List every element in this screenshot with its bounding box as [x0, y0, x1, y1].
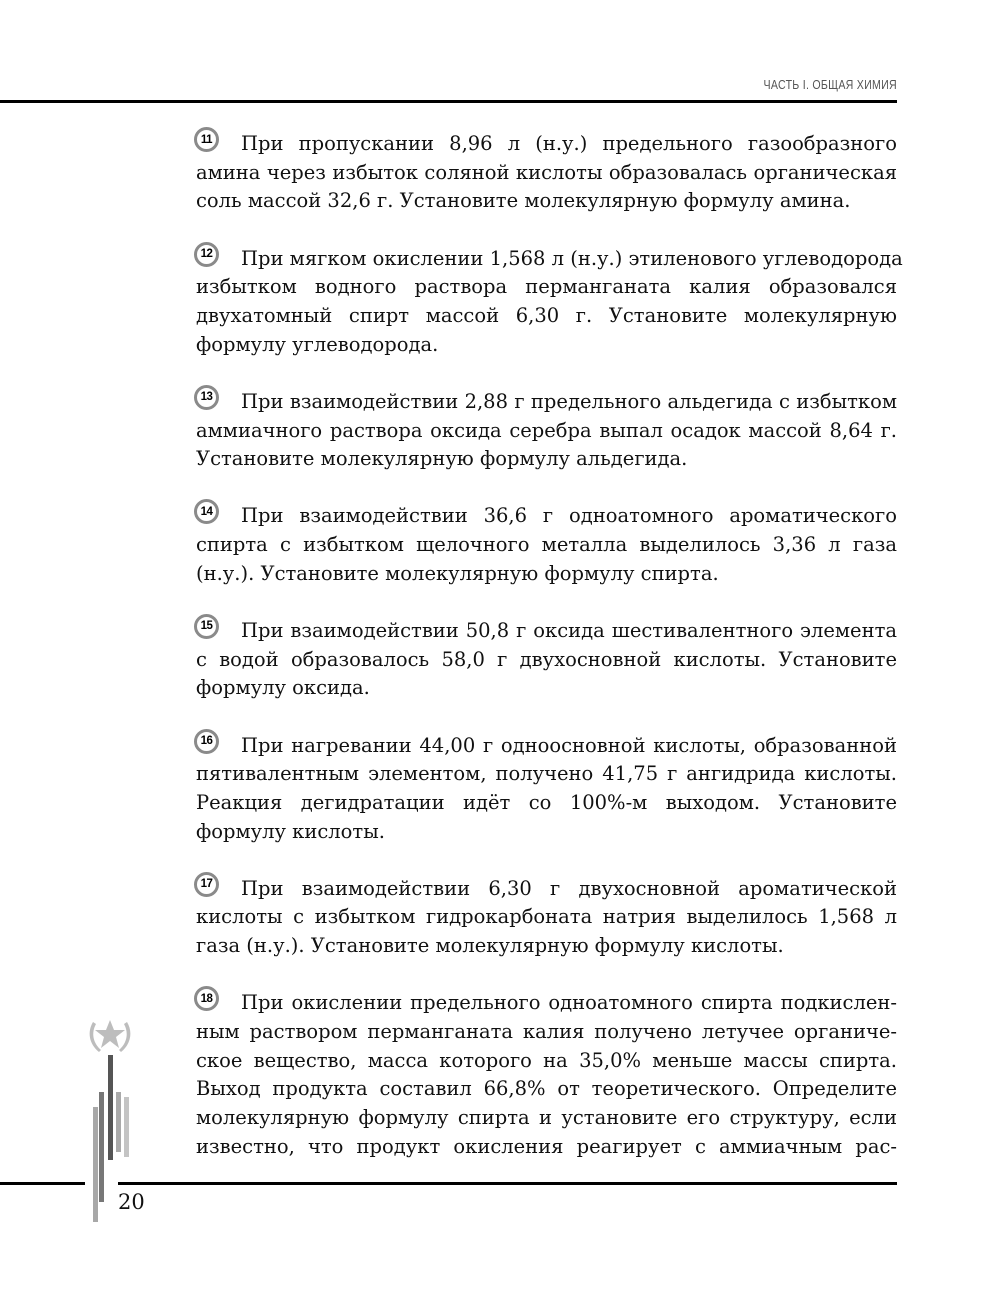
- problem-text-line: молекулярную формулу спирта и установите его структуру, если: [196, 1106, 897, 1130]
- problem-text-line: Установите молекулярную формулу альдегида.: [196, 447, 688, 471]
- problem-text-line: избытком водного раствора перманганата калия образовался: [196, 275, 897, 299]
- problem-text-line: амина через избыток соляной кислоты образовалась органическая: [196, 160, 897, 184]
- problems-list: [196, 130, 903, 1190]
- problem-15: [196, 617, 897, 703]
- problem-text-line: При нагревании 44,00 г одноосновной кислоты, образованной: [241, 733, 897, 757]
- problem-number-badge: 15: [194, 614, 219, 639]
- problem-13: [196, 388, 897, 474]
- problem-text-line: ным раствором перманганата калия получено летучее органиче-: [196, 1020, 897, 1043]
- problem-text-line: При окислении предельного одноатомного спирта подкислен-: [241, 991, 897, 1015]
- problem-11: [196, 130, 897, 216]
- page-number: 20: [118, 1190, 145, 1214]
- problem-number-badge: 16: [194, 729, 219, 754]
- footer-rule-left: [0, 1182, 85, 1185]
- problem-17: [196, 875, 897, 961]
- running-head: ЧАСТЬ I. ОБЩАЯ ХИМИЯ: [763, 78, 897, 92]
- problem-text-line: с водой образовалось 58,0 г двухосновной кислоты. Установите: [196, 647, 897, 671]
- problem-text-line: При пропускании 8,96 л (н.у.) предельного газообразного: [241, 132, 897, 155]
- problem-text-line: формулу кислоты.: [196, 819, 385, 843]
- header-rule: [0, 100, 897, 103]
- problem-number-badge: 13: [194, 385, 219, 410]
- problem-text-line: двухатомный спирт массой 6,30 г. Установите молекулярную: [196, 303, 897, 327]
- problem-text-line: При мягком окислении 1,568 л (н.у.) этиленового углеводорода: [241, 246, 903, 270]
- problem-text-line: При взаимодействии 50,8 г оксида шестивалентного элемента: [241, 618, 897, 642]
- problem-number-badge: 14: [194, 499, 219, 524]
- problem-text-line: При взаимодействии 2,88 г предельного альдегида с избытком: [241, 389, 897, 413]
- problem-number-badge: 18: [194, 986, 219, 1011]
- problem-text-line: При взаимодействии 6,30 г двухосновной ароматической: [241, 876, 897, 900]
- problem-text-line: формулу оксида.: [196, 676, 370, 700]
- problem-16: [196, 732, 897, 847]
- problem-number-badge: 17: [194, 872, 219, 897]
- problem-text-line: формулу углеводорода.: [196, 332, 439, 356]
- problem-text-line: известно, что продукт окисления реагирует с аммиачным рас-: [196, 1134, 897, 1158]
- problem-text-line: Выход продукта составил 66,8% от теоретического. Определите: [196, 1077, 897, 1101]
- problem-text-line: газа (н.у.). Установите молекулярную формулу кислоты.: [196, 934, 784, 958]
- problem-text-line: аммиачного раствора оксида серебра выпал осадок массой 8,64 г.: [196, 418, 897, 442]
- problem-text-line: (н.у.). Установите молекулярную формулу спирта.: [196, 561, 719, 585]
- problem-text-line: ское вещество, масса которого на 35,0% меньше массы спирта.: [196, 1048, 897, 1072]
- problem-12: [196, 245, 903, 360]
- problem-18: [196, 989, 897, 1161]
- problem-text-line: кислоты с избытком гидрокарбоната натрия выделилось 1,568 л: [196, 905, 897, 929]
- problem-text-line: При взаимодействии 36,6 г одноатомного ароматического: [241, 504, 897, 528]
- problem-number-badge: 12: [194, 242, 219, 267]
- footer-rule-right: [118, 1182, 897, 1185]
- problem-14: [196, 502, 897, 588]
- problem-text-line: Реакция дегидратации идёт со 100%-м выходом. Установите: [196, 790, 897, 814]
- problem-number-badge: 11: [194, 127, 219, 152]
- problem-text-line: пятивалентным элементом, получено 41,75 г ангидрида кислоты.: [196, 762, 897, 786]
- problem-text-line: соль массой 32,6 г. Установите молекулярную формулу амина.: [196, 189, 851, 213]
- problem-text-line: спирта с избытком щелочного металла выделилось 3,36 л газа: [196, 533, 897, 557]
